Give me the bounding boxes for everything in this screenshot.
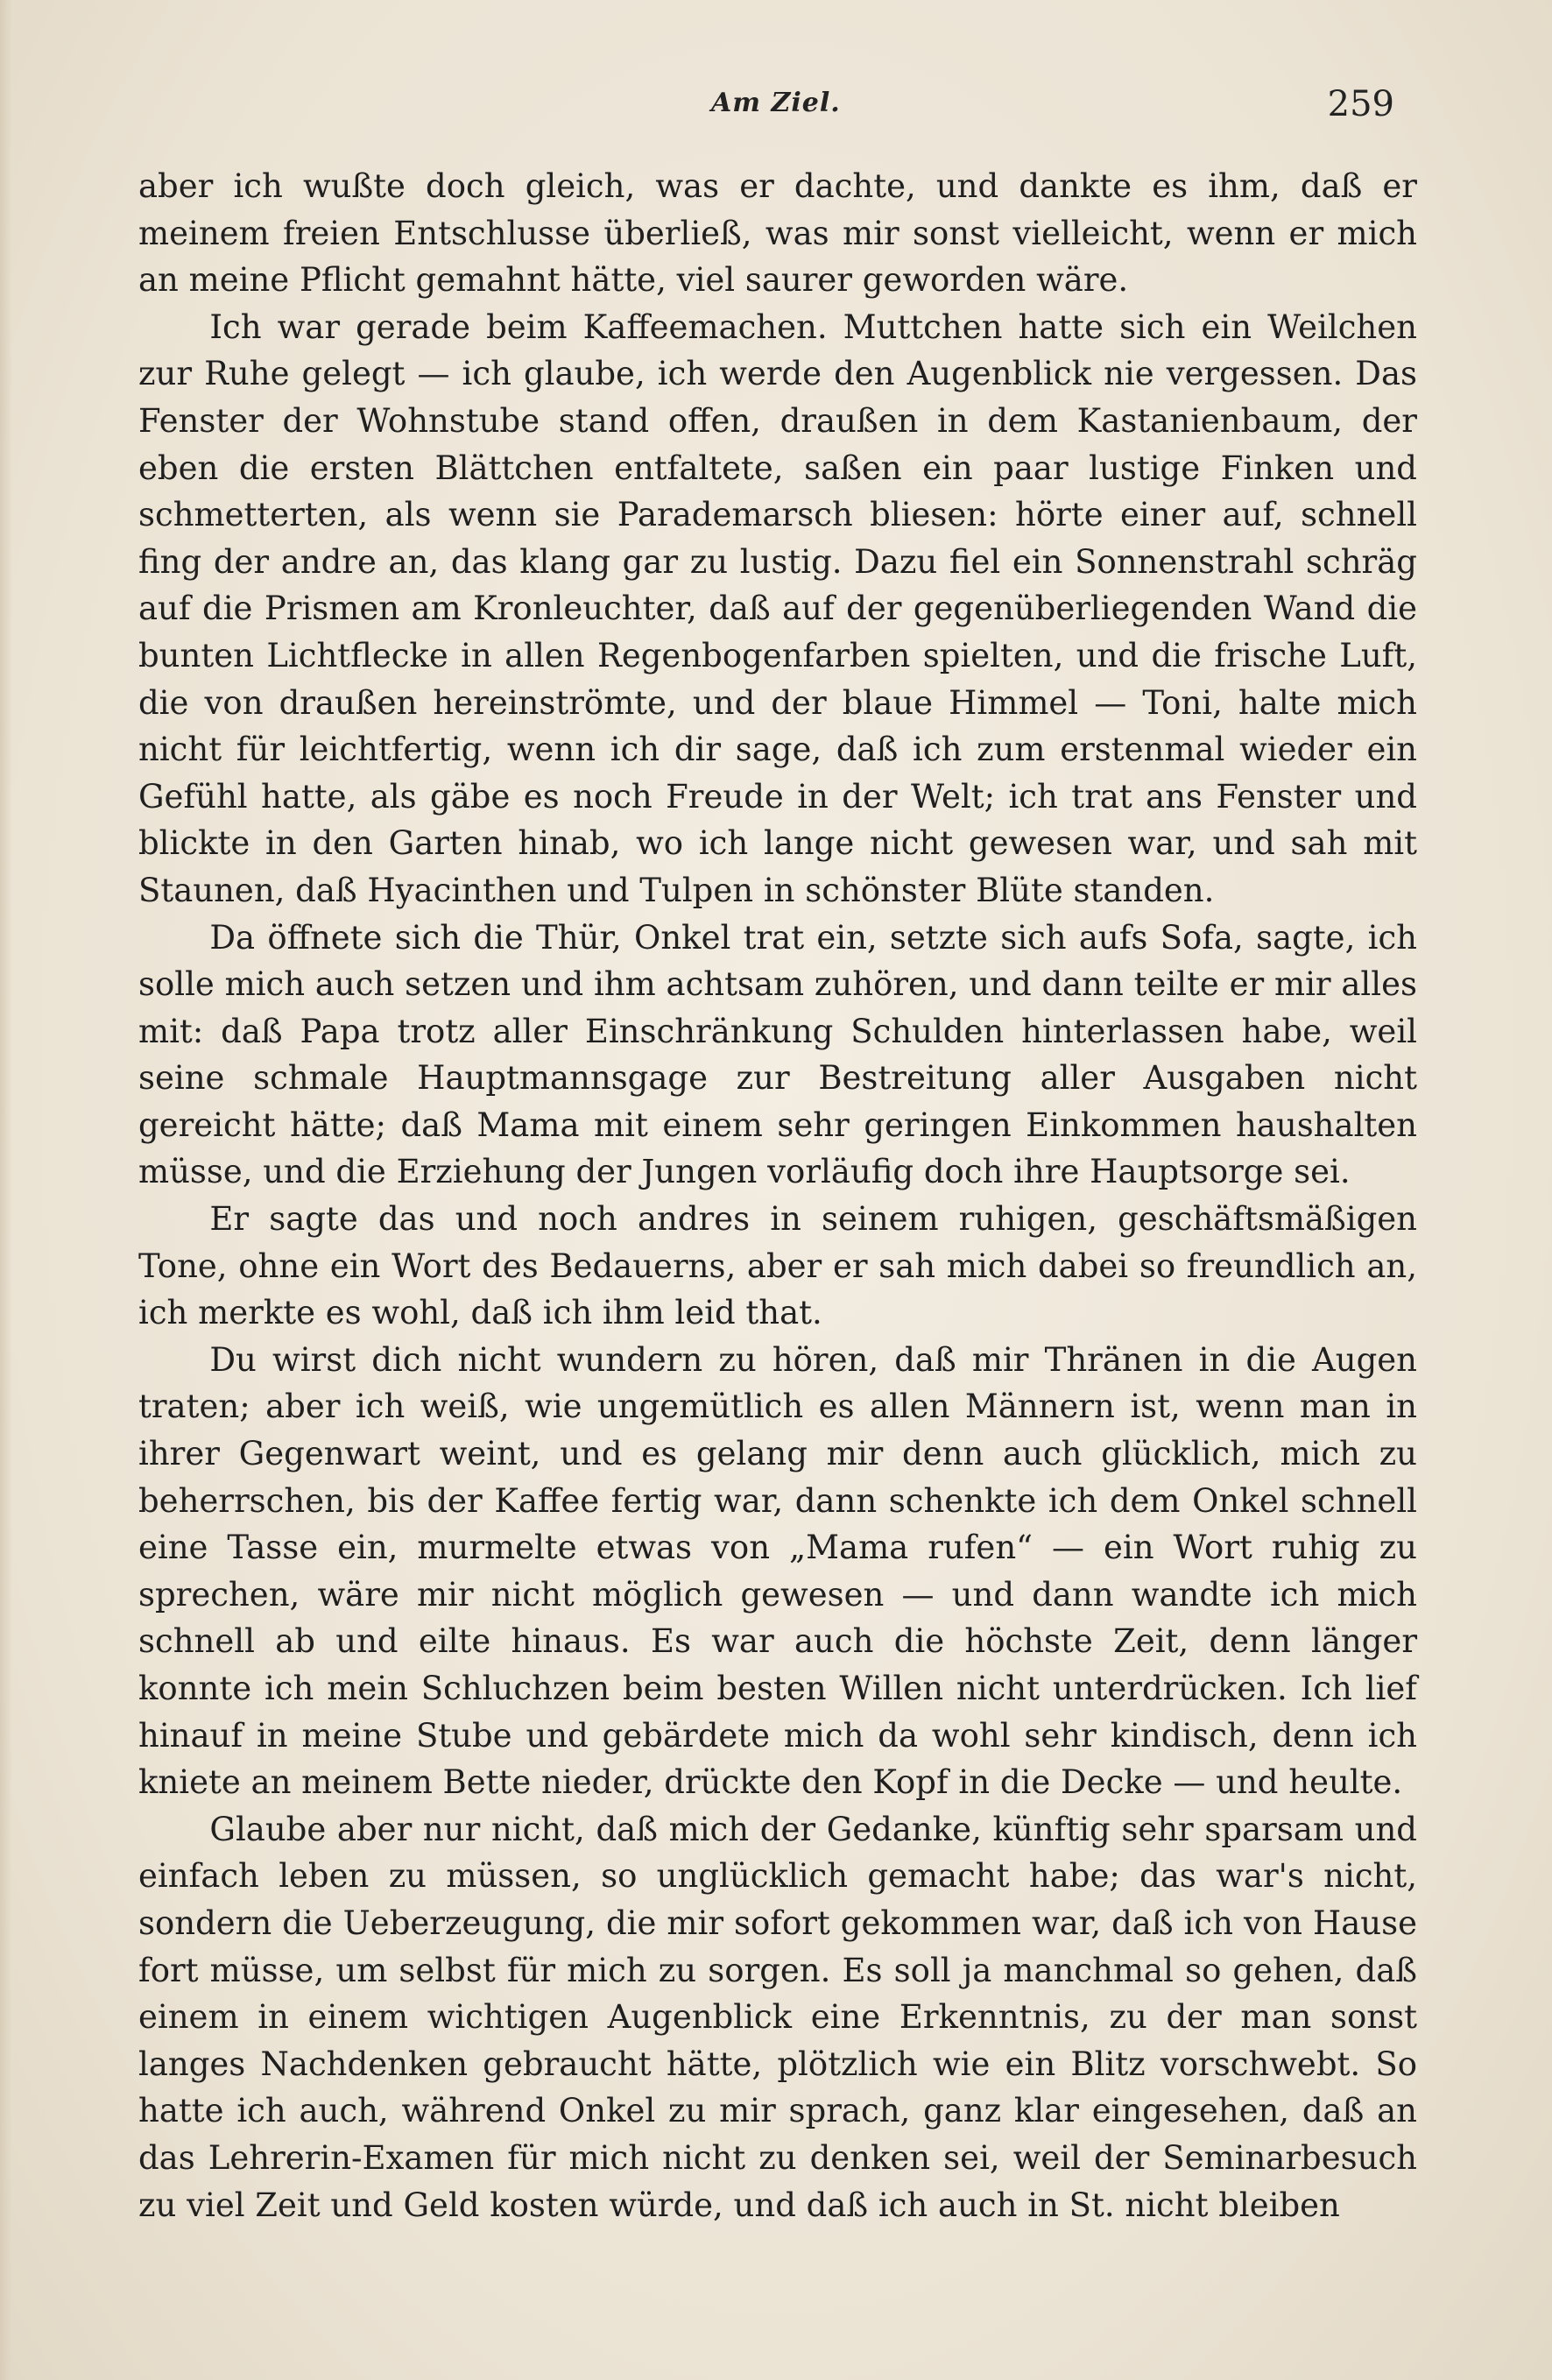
paragraph: Du wirst dich nicht wundern zu hören, daß mir Thränen in die Augen traten; aber ich weiß, wie ungemütlich es allen Männern ist, wenn man in ihrer Gegenwart weint, und es gelang mir denn auch glücklich, mich zu beherrschen, bis der Kaffee fertig war, dann schenkte ich dem Onkel schnell eine Tasse ein, murmelte etwas von „Mama rufen“ — ein Wort ruhig zu sprechen, wäre mir nicht möglich gewesen — und dann wandte ich mich schnell ab und eilte hinaus. Es war auch die höchste Zeit, denn länger konnte ich mein Schluchzen beim besten Willen nicht unterdrücken. Ich lief hinauf in meine Stube und gebärdete mich da wohl sehr kindisch, denn ich kniete an meinem Bette nieder, drückte den Kopf in die Decke — und heulte. bbox=[138, 1340, 1417, 1802]
paragraph: aber ich wußte doch gleich, was er dachte, und dankte es ihm, daß er meinem freien Entschlusse überließ, was mir sonst vielleicht, wenn er mich an meine Pflicht gemahnt hätte, viel saurer geworden wäre. bbox=[138, 167, 1417, 300]
body-text bbox=[138, 163, 1417, 2228]
running-head: Am Ziel. bbox=[711, 88, 841, 118]
paragraph: Da öffnete sich die Thür, Onkel trat ein, setzte sich aufs Sofa, sagte, ich solle mich auch setzen und ihm achtsam zuhören, und dann teilte er mir alles mit: daß Papa trotz aller Einschränkung Schulden hinterlassen habe, weil seine schmale Hauptmannsgage zur Bestreitung aller Ausgaben nicht gereicht hätte; daß Mama mit einem sehr geringen Einkommen haushalten müsse, und die Erziehung der Jungen vorläufig doch ihre Hauptsorge sei. bbox=[138, 918, 1417, 1191]
paragraph: Er sagte das und noch andres in seinem ruhigen, geschäftsmäßigen Tone, ohne ein Wort des Bedauerns, aber er sah mich dabei so freundlich an, ich merkte es wohl, daß ich ihm leid that. bbox=[138, 1200, 1417, 1332]
page-edge-shadow bbox=[0, 0, 12, 2380]
page-number: 259 bbox=[1327, 84, 1394, 124]
paragraph: Ich war gerade beim Kaffeemachen. Muttchen hatte sich ein Weilchen zur Ruhe gelegt — ich glaube, ich werde den Augenblick nie vergessen. Das Fenster der Wohnstube stand offen, draußen in dem Kastanienbaum, der eben die ersten Blättchen entfaltete, saßen ein paar lustige Finken und schmetterten, als wenn sie Parademarsch bliesen: hörte einer auf, schnell fing der andre an, das klang gar zu lustig. Dazu fiel ein Sonnenstrahl schräg auf die Prismen am Kronleuchter, daß auf der gegenüberliegenden Wand die bunten Lichtflecke in allen Regenbogenfarben spielten, und die frische Luft, die von draußen hereinströmte, und der blaue Himmel — Toni, halte mich nicht für leichtfertig, wenn ich dir sage, daß ich zum erstenmal wieder ein Gefühl hatte, als gäbe es noch Freude in der Welt; ich trat ans Fenster und blickte in den Garten hinab, wo ich lange nicht gewesen war, und sah mit Staunen, daß Hyacinthen und Tulpen in schönster Blüte standen. bbox=[138, 307, 1417, 909]
paragraph: Glaube aber nur nicht, daß mich der Gedanke, künftig sehr sparsam und einfach leben zu müssen, so unglücklich gemacht habe; das war's nicht, sondern die Ueberzeugung, die mir sofort gekommen war, daß ich von Hause fort müsse, um selbst für mich zu sorgen. Es soll ja manchmal so gehen, daß einem in einem wichtigen Augenblick eine Erkenntnis, zu der man sonst langes Nachdenken gebraucht hätte, plötzlich wie ein Blitz vorschwebt. So hatte ich auch, während Onkel zu mir sprach, ganz klar eingesehen, daß an das Lehrerin-Examen für mich nicht zu denken sei, weil der Seminarbesuch zu viel Zeit und Geld kosten würde, und daß ich auch in St. nicht bleiben bbox=[138, 1810, 1417, 2224]
